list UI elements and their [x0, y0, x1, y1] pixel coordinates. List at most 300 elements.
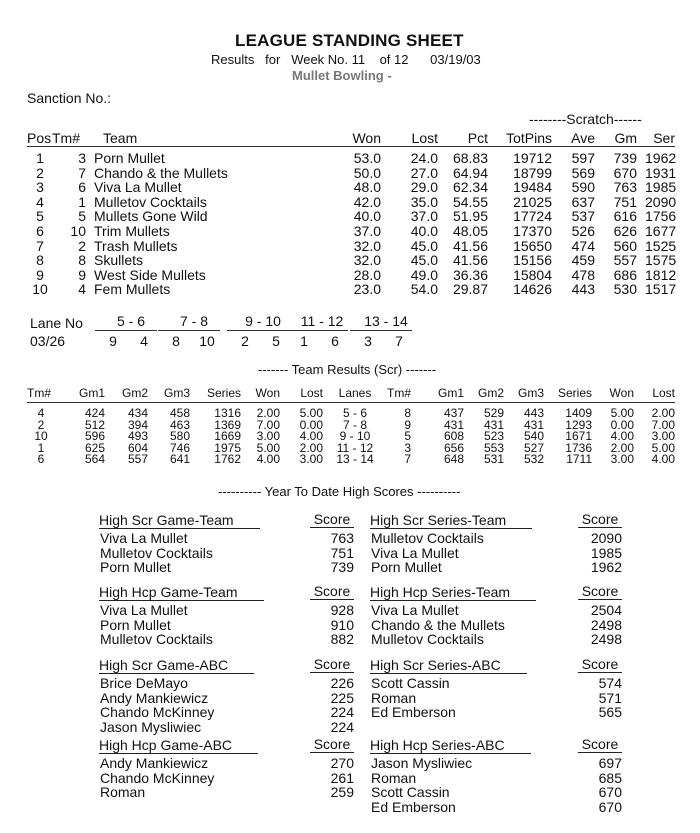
table-row [0, 452, 700, 466]
standings-gm: 560 [613, 237, 637, 254]
standings-lost: 49.0 [410, 266, 438, 283]
team-results-gm1: 424 [84, 406, 105, 420]
standings-tm: 5 [78, 208, 86, 225]
standings-ave: 474 [571, 237, 595, 254]
standings-pct: 41.56 [452, 237, 488, 254]
high-score-name: Roman [100, 784, 146, 801]
team-results-gm3: 463 [169, 417, 190, 432]
lane-team-a: 9 [109, 333, 117, 349]
standings-table [0, 150, 700, 300]
team-results-series: 1975 [214, 440, 241, 455]
score-column-label: Score [310, 584, 354, 600]
table-row [0, 281, 700, 298]
lane-pair-label: 9 - 10 [245, 313, 281, 329]
team-results-gm3: 641 [169, 452, 190, 466]
standings-team: Trash Mullets [94, 237, 178, 254]
table-row [0, 223, 700, 237]
team-results-tm: 10 [34, 429, 48, 443]
standings-header-rule [27, 146, 675, 147]
standings-pos: 7 [36, 237, 44, 254]
standings-won: 40.0 [353, 208, 381, 225]
team-results-gm3: 580 [169, 429, 190, 443]
score-column-label: Score [578, 657, 622, 673]
team-results-tm2: 3 [404, 440, 411, 455]
team-results-gm2: 434 [127, 406, 148, 420]
standings-totpins: 15650 [513, 237, 552, 254]
standings-pct: 36.36 [452, 266, 488, 283]
team-results-wonb: 5.00 [610, 406, 634, 420]
standings-pos: 2 [36, 164, 44, 181]
lane-team-b: 6 [331, 333, 339, 349]
standings-pos: 8 [36, 252, 44, 269]
high-score-name: Porn Mullet [100, 559, 171, 576]
table-row [0, 238, 700, 252]
high-score-value: 670 [598, 798, 622, 815]
standings-team: Mullets Gone Wild [94, 208, 208, 225]
high-score-name: Porn Mullet [100, 616, 171, 633]
standings-ser: 1575 [645, 252, 677, 269]
standings-ser: 2090 [645, 193, 677, 210]
high-score-block-title: High Hcp Game-ABC [99, 738, 258, 754]
team-results-lanes: 9 - 10 [339, 429, 371, 443]
standings-totpins: 14626 [513, 281, 552, 298]
team-results-gm3b: 527 [523, 440, 544, 455]
standings-gm: 670 [613, 164, 637, 181]
standings-ser: 1985 [645, 179, 677, 196]
high-score-value: 259 [330, 784, 354, 801]
team-results-col-header: Gm1 [437, 386, 464, 400]
high-scores-title: ---------- Year To Date High Scores ---------- [218, 484, 461, 499]
standings-won: 23.0 [353, 281, 381, 298]
team-results-table [0, 406, 700, 476]
standings-totpins: 18799 [513, 164, 552, 181]
team-results-tm2: 7 [404, 452, 411, 466]
standings-col-header: Team [103, 130, 138, 146]
high-score-name: Ed Emberson [371, 798, 456, 815]
lanes-date: 03/26 [30, 333, 66, 349]
lane-team-a: 3 [364, 333, 372, 349]
table-row [0, 165, 700, 179]
standings-tm: 7 [78, 164, 86, 181]
high-score-value: 910 [330, 616, 354, 633]
team-results-lanes: 5 - 6 [342, 406, 367, 420]
high-score-name: Viva La Mullet [100, 602, 188, 618]
team-results-tm2: 5 [404, 429, 411, 443]
team-results-gm1: 564 [84, 452, 105, 466]
score-column-label: Score [578, 512, 622, 528]
team-results-lostb: 7.00 [651, 417, 675, 432]
team-results-tm: 4 [37, 406, 45, 420]
standings-lost: 35.0 [410, 193, 438, 210]
team-results-gm2b: 523 [483, 429, 504, 443]
standings-pct: 64.94 [452, 164, 488, 181]
standings-ser: 1931 [645, 164, 677, 181]
standings-ser: 1677 [645, 223, 677, 239]
high-score-name: Viva La Mullet [371, 544, 459, 561]
standings-tm: 6 [78, 179, 86, 196]
high-score-name: Chando McKinney [100, 704, 215, 721]
high-score-value: 261 [330, 769, 354, 786]
standings-won: 42.0 [353, 193, 381, 210]
team-results-gm2: 557 [127, 452, 148, 466]
team-results-seriesb: 1736 [565, 440, 592, 455]
high-score-value: 2504 [590, 602, 622, 618]
lane-team-b: 7 [395, 333, 403, 349]
standings-lost: 40.0 [410, 223, 438, 239]
team-results-col-header: Gm3 [163, 386, 190, 400]
standings-won: 50.0 [353, 164, 381, 181]
team-results-col-header: Gm3 [517, 386, 544, 400]
team-results-lost: 0.00 [299, 417, 323, 432]
standings-col-header: Ave [571, 130, 595, 146]
standings-lost: 45.0 [410, 252, 438, 269]
team-results-gm2: 604 [127, 440, 148, 455]
standings-tm: 10 [70, 223, 86, 239]
high-score-value: 225 [330, 689, 354, 706]
team-results-gm1: 512 [84, 417, 105, 432]
team-results-lost: 3.00 [299, 452, 323, 466]
high-score-value: 574 [598, 675, 622, 691]
team-results-won: 2.00 [256, 406, 280, 420]
page-title: LEAGUE STANDING SHEET [235, 31, 464, 50]
standings-ave: 590 [571, 179, 595, 196]
team-results-tm: 6 [37, 452, 45, 466]
team-results-lostb: 3.00 [651, 429, 675, 443]
high-score-value: 670 [598, 784, 622, 801]
high-score-name: Scott Cassin [371, 784, 450, 801]
high-score-name: Viva La Mullet [371, 602, 459, 618]
team-results-col-header: Gm2 [121, 386, 148, 400]
standings-team: Fem Mullets [94, 281, 171, 298]
standings-pos: 4 [36, 193, 44, 210]
team-results-wonb: 4.00 [610, 429, 634, 443]
standings-pct: 41.56 [452, 252, 488, 269]
standings-tm: 9 [78, 266, 86, 283]
lane-pair-label: 5 - 6 [116, 313, 145, 329]
standings-col-header: Ser [653, 130, 675, 146]
team-results-series: 1669 [214, 429, 241, 443]
high-score-name: Ed Emberson [371, 704, 456, 721]
standings-team: Chando & the Mullets [94, 164, 228, 181]
high-score-name: Roman [371, 769, 417, 786]
high-score-value: 224 [330, 704, 354, 721]
standings-team: West Side Mullets [94, 266, 206, 283]
team-results-gm1b: 431 [443, 417, 464, 432]
standings-col-header: Tm# [52, 130, 80, 146]
standings-totpins: 15156 [513, 252, 552, 269]
high-score-value: 751 [330, 544, 354, 561]
standings-lost: 54.0 [410, 281, 438, 298]
standings-tm: 8 [78, 252, 86, 269]
high-score-name: Mulletov Cocktails [100, 544, 213, 561]
standings-won: 53.0 [353, 150, 381, 166]
team-results-lostb: 5.00 [651, 440, 675, 455]
standings-gm: 530 [613, 281, 637, 298]
standings-team: Porn Mullet [94, 150, 165, 166]
scratch-label: --------Scratch------ [529, 111, 642, 127]
lane-team-a: 8 [172, 333, 180, 349]
standings-col-header: TotPins [506, 130, 552, 146]
standings-totpins: 15804 [513, 266, 552, 283]
team-results-won: 4.00 [256, 452, 280, 466]
league-name: Mullet Bowling - [292, 68, 392, 83]
standings-pct: 54.55 [452, 193, 488, 210]
high-score-value: 2090 [590, 530, 622, 546]
team-results-gm1b: 648 [443, 452, 464, 466]
standings-lost: 45.0 [410, 237, 438, 254]
standings-totpins: 19712 [513, 150, 552, 166]
high-score-value: 571 [598, 689, 622, 706]
lane-pair-rule [95, 330, 157, 331]
team-results-wonb: 2.00 [610, 440, 634, 455]
standings-pos: 10 [32, 281, 48, 298]
high-score-value: 2498 [590, 631, 622, 648]
team-results-gm1b: 608 [443, 429, 464, 443]
standings-ave: 597 [571, 150, 595, 166]
high-score-value: 739 [330, 559, 354, 576]
standings-team: Mulletov Cocktails [94, 193, 207, 210]
high-score-name: Porn Mullet [371, 559, 442, 576]
lane-assignments [0, 310, 700, 350]
high-score-name: Chando McKinney [100, 769, 215, 786]
standings-ser: 1812 [645, 266, 677, 283]
team-results-col-header: Gm1 [78, 386, 105, 400]
team-results-gm3b: 443 [523, 406, 544, 420]
standings-ave: 459 [571, 252, 595, 269]
standings-lost: 27.0 [410, 164, 438, 181]
team-results-gm3b: 532 [523, 452, 544, 466]
high-score-value: 1962 [590, 559, 622, 576]
team-results-col-header: Gm2 [477, 386, 504, 400]
team-results-lostb: 4.00 [651, 452, 675, 466]
standings-ser: 1756 [645, 208, 677, 225]
team-results-series: 1369 [214, 417, 241, 432]
high-score-name: Chando & the Mullets [371, 616, 505, 633]
standings-gm: 739 [613, 150, 637, 166]
high-score-name: Viva La Mullet [100, 530, 188, 546]
team-results-lost: 5.00 [299, 406, 323, 420]
team-results-wonb: 3.00 [610, 452, 634, 466]
high-score-block-title: High Hcp Series-ABC [370, 738, 531, 754]
lane-pair-label: 11 - 12 [300, 313, 344, 329]
team-results-col-header: Tm# [27, 386, 51, 400]
team-results-gm2b: 553 [483, 440, 504, 455]
table-row [0, 267, 700, 281]
team-results-col-header: Series [557, 386, 592, 400]
standings-totpins: 21025 [513, 193, 552, 210]
standings-col-header: Won [352, 130, 381, 146]
standings-ser: 1517 [645, 281, 677, 298]
standings-gm: 686 [613, 266, 637, 283]
standings-gm: 763 [613, 179, 637, 196]
lane-team-a: 2 [241, 333, 249, 349]
team-results-gm2b: 531 [483, 452, 504, 466]
standings-col-header: Pos [27, 130, 52, 146]
score-column-label: Score [310, 512, 354, 528]
high-score-name: Mulletov Cocktails [371, 530, 484, 546]
team-results-lost: 4.00 [299, 429, 323, 443]
high-score-value: 270 [330, 755, 354, 771]
standings-won: 28.0 [353, 266, 381, 283]
team-results-won: 5.00 [256, 440, 280, 455]
standings-team: Skullets [94, 252, 144, 269]
team-results-header [0, 386, 700, 402]
score-column-label: Score [578, 737, 622, 753]
high-score-name: Scott Cassin [371, 675, 450, 691]
team-results-gm2: 493 [127, 429, 148, 443]
sanction-label: Sanction No.: [27, 90, 112, 106]
standings-pos: 6 [36, 223, 44, 239]
standings-pos: 3 [36, 179, 44, 196]
high-score-name: Andy Mankiewicz [100, 689, 209, 706]
standings-gm: 616 [613, 208, 637, 225]
team-results-series: 1316 [214, 406, 241, 420]
table-row [0, 150, 700, 164]
standings-gm: 557 [613, 252, 637, 269]
lane-team-b: 5 [272, 333, 280, 349]
team-results-col-header: Lost [652, 386, 675, 400]
team-results-tm: 1 [37, 440, 45, 455]
high-score-value: 1985 [590, 544, 622, 561]
team-results-col-header: Lost [300, 386, 323, 400]
standings-col-header: Lost [411, 130, 438, 146]
standings-lost: 37.0 [410, 208, 438, 225]
high-score-value: 697 [598, 755, 622, 771]
standings-ser: 1962 [645, 150, 677, 166]
table-row [0, 194, 700, 208]
lane-pair-rule [286, 330, 348, 331]
team-results-won: 3.00 [256, 429, 280, 443]
standings-totpins: 19484 [513, 179, 552, 196]
standings-ave: 443 [571, 281, 595, 298]
team-results-lost: 2.00 [299, 440, 323, 455]
high-score-block-title: High Scr Game-Team [99, 513, 260, 529]
team-results-col-header: Series [206, 386, 241, 400]
standings-ave: 478 [571, 266, 595, 283]
team-results-won: 7.00 [256, 417, 280, 432]
table-row [0, 252, 700, 269]
lane-team-b: 10 [199, 333, 215, 349]
standings-ave: 637 [571, 193, 595, 210]
team-results-gm3: 746 [169, 440, 190, 455]
team-results-seriesb: 1711 [566, 452, 592, 466]
high-score-value: 226 [330, 675, 354, 691]
team-results-gm2: 394 [127, 417, 148, 432]
team-results-tm2: 8 [404, 406, 411, 420]
lane-pair-rule [158, 330, 220, 331]
score-column-label: Score [310, 657, 354, 673]
standings-totpins: 17370 [513, 223, 552, 239]
standings-tm: 2 [78, 237, 86, 254]
score-column-label: Score [578, 584, 622, 600]
team-results-lanes: 7 - 8 [342, 417, 367, 432]
high-score-block-title: High Hcp Series-Team [370, 585, 536, 601]
high-score-name: Roman [371, 689, 417, 706]
team-results-rule [27, 402, 675, 403]
high-score-name: Mulletov Cocktails [371, 631, 484, 648]
standings-won: 32.0 [353, 237, 381, 254]
standings-gm: 626 [613, 223, 637, 239]
standings-team: Trim Mullets [94, 223, 170, 239]
lanes-label: Lane No [30, 315, 83, 331]
team-results-lanes: 11 - 12 [336, 440, 374, 455]
standings-tm: 1 [78, 193, 86, 210]
team-results-gm3b: 431 [523, 417, 544, 432]
high-score-name: Mulletov Cocktails [100, 631, 213, 648]
standings-lost: 24.0 [410, 150, 438, 166]
high-score-value: 565 [598, 704, 622, 721]
standings-gm: 751 [613, 193, 637, 210]
team-results-lanes: 13 - 14 [336, 452, 374, 466]
standings-pos: 9 [36, 266, 44, 283]
standings-pct: 51.95 [452, 208, 488, 225]
lane-pair-label: 13 - 14 [364, 313, 408, 329]
team-results-gm3: 458 [169, 406, 190, 420]
lane-team-a: 1 [300, 333, 308, 349]
high-score-value: 928 [330, 602, 354, 618]
high-score-block-title: High Scr Series-ABC [370, 658, 527, 674]
table-row [0, 208, 700, 225]
table-row [0, 179, 700, 196]
team-results-col-header: Won [255, 386, 280, 400]
standings-pct: 68.83 [452, 150, 488, 166]
lane-pair-rule [227, 330, 289, 331]
high-score-block-title: High Hcp Game-Team [99, 585, 264, 601]
standings-won: 32.0 [353, 252, 381, 269]
high-score-name: Jason Mysliwiec [100, 718, 202, 735]
standings-col-header: Gm [614, 130, 637, 146]
team-results-wonb: 0.00 [610, 417, 634, 432]
team-results-gm1: 625 [84, 440, 105, 455]
team-results-gm1b: 437 [443, 406, 464, 420]
standings-totpins: 17724 [513, 208, 552, 225]
team-results-seriesb: 1293 [565, 417, 592, 432]
team-results-col-header: Won [609, 386, 634, 400]
high-score-name: Brice DeMayo [100, 675, 188, 691]
standings-pos: 1 [36, 150, 44, 166]
team-results-tm: 2 [37, 417, 45, 432]
standings-ave: 526 [571, 223, 595, 239]
standings-pos: 5 [36, 208, 44, 225]
high-score-name: Jason Mysliwiec [371, 755, 473, 771]
standings-team: Viva La Mullet [94, 179, 182, 196]
team-results-tm2: 9 [404, 417, 411, 432]
standings-won: 37.0 [353, 223, 381, 239]
team-results-title: ------- Team Results (Scr) ------- [258, 362, 437, 377]
lane-team-b: 4 [140, 333, 148, 349]
standings-ser: 1525 [645, 237, 677, 254]
team-results-gm1b: 656 [443, 440, 464, 455]
high-score-value: 224 [330, 718, 354, 735]
team-results-lostb: 2.00 [651, 406, 675, 420]
high-score-value: 763 [330, 530, 354, 546]
lane-pair-label: 7 - 8 [179, 313, 208, 329]
high-score-value: 882 [330, 631, 354, 648]
standings-pct: 62.34 [452, 179, 488, 196]
team-results-gm3b: 540 [523, 429, 544, 443]
high-score-block-title: High Scr Game-ABC [99, 658, 254, 674]
standings-won: 48.0 [353, 179, 381, 196]
standings-tm: 3 [78, 150, 86, 166]
team-results-gm2b: 529 [483, 406, 504, 420]
high-score-value: 2498 [590, 616, 622, 633]
results-line: Results for Week No. 11 of 12 03/19/03 [211, 52, 481, 67]
team-results-seriesb: 1671 [565, 429, 592, 443]
team-results-gm2b: 431 [483, 417, 504, 432]
team-results-series: 1762 [214, 452, 241, 466]
lane-pair-rule [350, 330, 412, 331]
standings-tm: 4 [78, 281, 86, 298]
